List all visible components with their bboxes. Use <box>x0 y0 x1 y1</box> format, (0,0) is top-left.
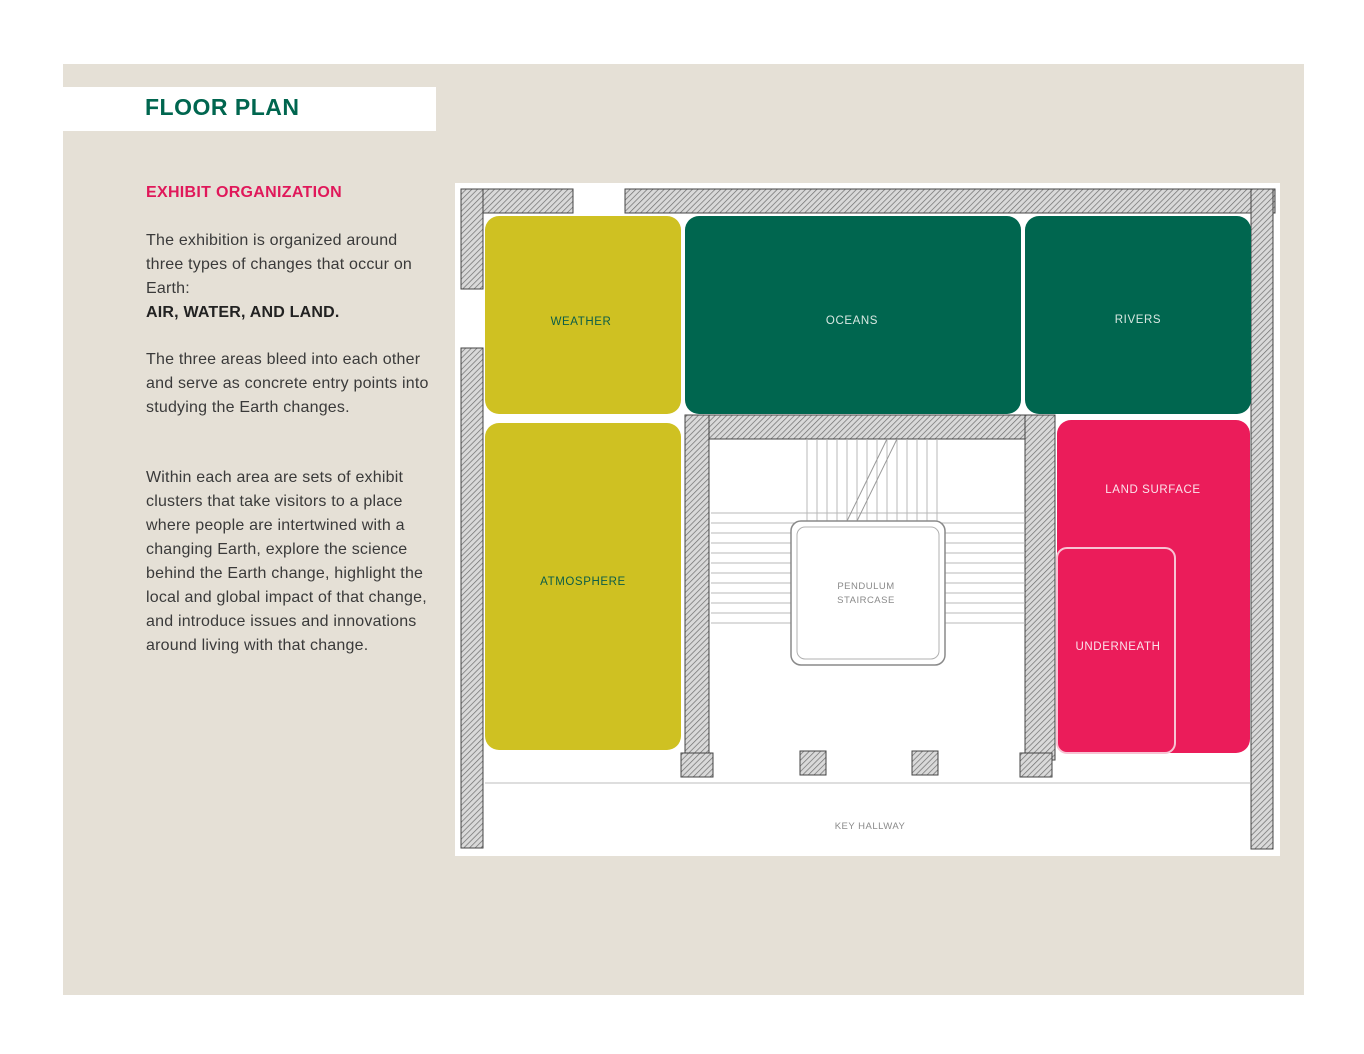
zone-oceans-label: OCEANS <box>825 315 879 327</box>
zone-rivers-label: RIVERS <box>1114 314 1162 326</box>
areas-paragraph: The three areas bleed into each other and serve as concrete entry points into studying the Earth changes. <box>146 351 429 416</box>
zone-underneath-label: UNDERNEATH <box>1075 641 1161 653</box>
zone-land-surface-label: LAND SURFACE <box>1105 484 1201 496</box>
intro-paragraph <box>146 229 436 325</box>
intro-text: The exhibition is organized around three types of changes that occur on Earth: <box>146 232 413 297</box>
floor-plan <box>455 183 1280 856</box>
zones <box>485 216 1251 753</box>
zone-atmosphere-label: ATMOSPHERE <box>540 576 626 588</box>
page-title: FLOOR PLAN <box>145 94 300 120</box>
hallway-label: KEY HALLWAY <box>834 821 906 832</box>
staircase <box>711 439 1025 665</box>
staircase-label-line2: STAIRCASE <box>837 595 895 606</box>
intro-emphasis: AIR, WATER, AND LAND. <box>146 304 340 321</box>
section-subtitle: EXHIBIT ORGANIZATION <box>146 184 342 201</box>
zone-weather-label: WEATHER <box>550 316 612 328</box>
zone-weather <box>485 216 681 414</box>
floor-plan-drawing <box>455 183 1280 856</box>
clusters-paragraph: Within each area are sets of exhibit clusters that take visitors to a place where people are intertwined with a changing Earth, explore the science behind the Earth change, highlight the local and global impact of that change, and introduce issues and innovations around living with that change. <box>146 469 427 654</box>
staircase-label-line1: PENDULUM <box>837 581 895 592</box>
